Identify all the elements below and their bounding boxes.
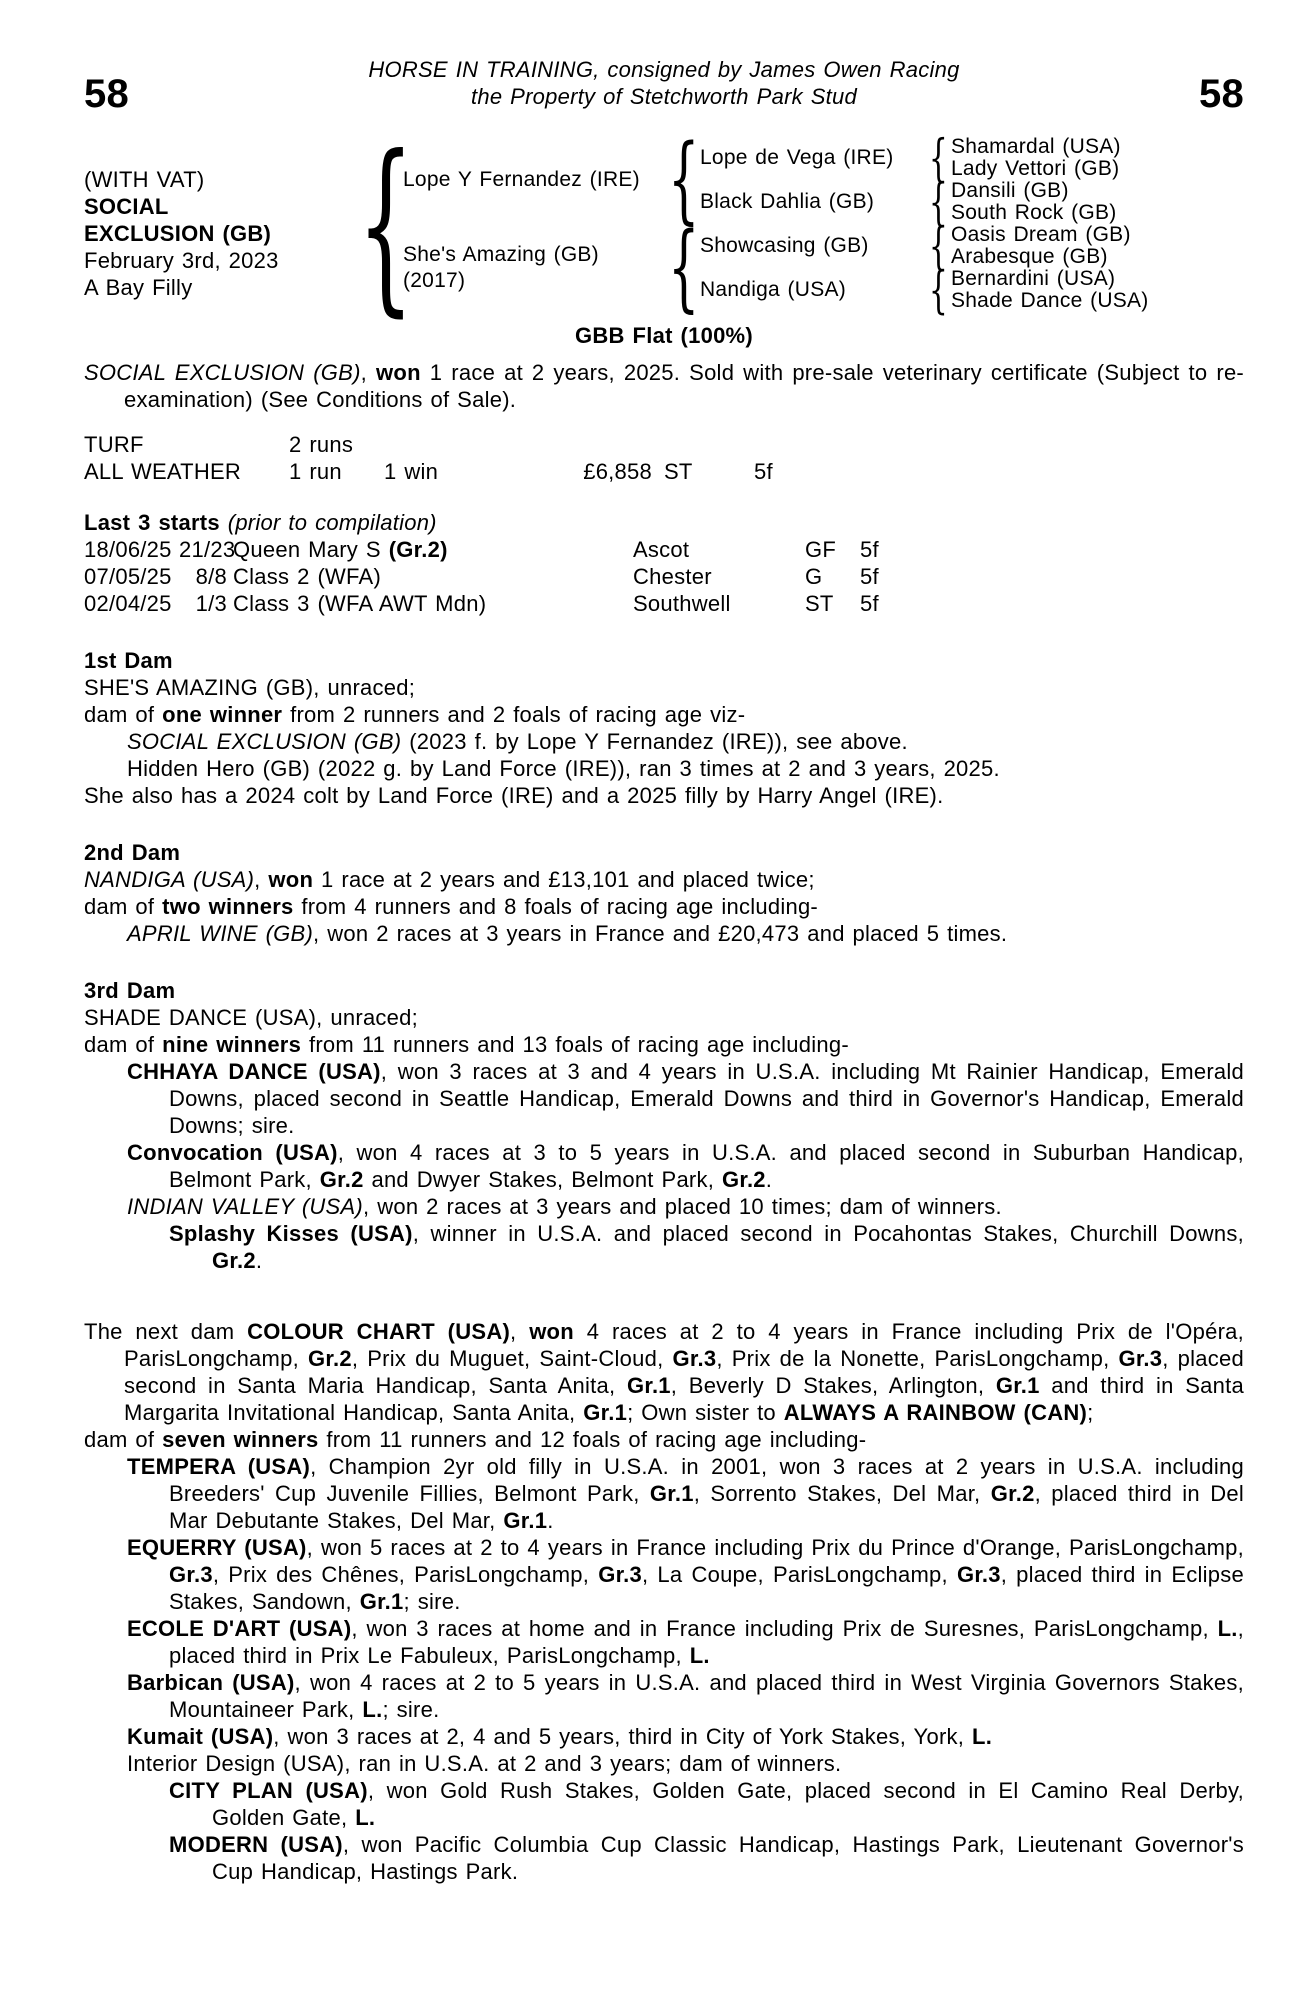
- stats-surface: TURF: [84, 432, 144, 457]
- last-starts-table: [84, 509, 1244, 617]
- next-dam-summary: The next dam COLOUR CHART (USA), won 4 races at 2 to 4 years in France including Prix de l'Opéra, ParisLongchamp, Gr.2, Prix du Muguet, Saint-Cloud, Gr.3, Prix de la Nonette, ParisLongchamp, Gr.3, placed second in Santa Maria Handicap, Santa Anita, Gr.1, Beverly D Stakes, Arlington, Gr.1 and third in Santa Margarita Invitational Handicap, Santa Anita, Gr.1; Own sister to ALWAYS A RAINBOW (CAN);: [84, 1319, 1245, 1425]
- dam-dam-branch: [700, 260, 1244, 320]
- consignor-line: HORSE IN TRAINING, consigned by James Owen Racing: [368, 57, 960, 82]
- dam1-line: She also has a 2024 colt by Land Force (IRE) and a 2025 filly by Harry Angel (IRE).: [84, 783, 944, 808]
- sire-sire-dam-name: Lady Vettori (GB): [951, 157, 1120, 180]
- last-starts-title-note: (prior to compilation): [219, 510, 437, 535]
- next-dam-offspring: TEMPERA (USA), Champion 2yr old filly in U.S.A. in 2001, won 3 races at 2 years in U.S.A. including Breeders' Cup Juvenile Fillies, Belmont Park, Gr.1, Sorrento Stakes, Del Mar, Gr.2, placed third in Del Mar Debutante Stakes, Del Mar, Gr.1.: [127, 1454, 1244, 1533]
- dam3-offspring: CHHAYA DANCE (USA), won 3 races at 3 and 4 years in U.S.A. including Mt Rainier Handicap, Emerald Downs, placed second in Seattle Handicap, Emerald Downs and third in Governor's Handicap, Emerald Downs; sire.: [127, 1059, 1245, 1138]
- start-date: 02/04/25: [84, 591, 172, 616]
- dam2-line: dam of two winners from 4 runners and 8 foals of racing age including-: [84, 894, 819, 919]
- dam2-offspring: APRIL WINE (GB), won 2 races at 3 years in France and £20,473 and placed 5 times.: [127, 921, 1008, 946]
- pedigree-table: [84, 115, 1244, 334]
- next-dam-offspring: Interior Design (USA), ran in U.S.A. at 2 and 3 years; dam of winners.: [127, 1751, 842, 1776]
- stats-going: ST: [664, 459, 693, 484]
- dam3-offspring: INDIAN VALLEY (USA), won 2 races at 3 years and placed 10 times; dam of winners.: [127, 1194, 1002, 1219]
- going: ST: [805, 591, 834, 616]
- stats-row-all-weather: [84, 458, 1244, 485]
- last-start-row: [84, 563, 1244, 590]
- race-name: Class 3 (WFA AWT Mdn): [233, 591, 487, 616]
- header-center: [129, 56, 1199, 110]
- start-date: 07/05/25: [84, 564, 172, 589]
- next-dam-offspring: Kumait (USA), won 3 races at 2, 4 and 5 years, third in City of York Stakes, York, L.: [127, 1724, 993, 1749]
- stats-surface: ALL WEATHER: [84, 459, 242, 484]
- dam-sire-dam-name: Arabesque (GB): [951, 245, 1108, 268]
- race-summary-paragraph: SOCIAL EXCLUSION (GB), won 1 race at 2 years, 2025. Sold with pre-sale veterinary certificate (Subject to re-examination) (See Conditions of Sale).: [84, 360, 1245, 412]
- stats-distance: 5f: [754, 459, 773, 484]
- sire-name: Lope Y Fernandez (IRE): [403, 168, 640, 191]
- dam-sire-name: Showcasing (GB): [700, 234, 869, 257]
- gbb-note: GBB Flat (100%): [575, 323, 753, 348]
- section-heading: 1st Dam: [84, 648, 173, 673]
- sire-dam-dam-name: South Rock (GB): [951, 201, 1117, 224]
- finish-position: 21/23: [179, 537, 236, 562]
- next-dam-offspring: EQUERRY (USA), won 5 races at 2 to 4 years in France including Prix du Prince d'Orange, ParisLongchamp, Gr.3, Prix des Chênes, ParisLongchamp, Gr.3, La Coupe, ParisLongchamp, Gr.3, placed third in Eclipse Stakes, Sandown, Gr.1; sire.: [127, 1535, 1245, 1614]
- horse-description: A Bay Filly: [84, 275, 193, 300]
- dam-sire-branch: [700, 216, 1244, 276]
- section-1st-dam: [84, 647, 1244, 809]
- next-dam-offspring: ECOLE D'ART (USA), won 3 races at home and in France including Prix de Suresnes, ParisLongchamp, L., placed third in Prix Le Fabuleux, ParisLongchamp, L.: [127, 1616, 1244, 1668]
- stats-wins: [384, 431, 564, 458]
- brace-icon: {: [928, 172, 948, 232]
- dam-dam-name: Nandiga (USA): [700, 278, 846, 301]
- dam1-offspring: SOCIAL EXCLUSION (GB) (2023 f. by Lope Y Fernandez (IRE)), see above.: [127, 729, 908, 754]
- sire-sire-name: Lope de Vega (IRE): [700, 146, 894, 169]
- finish-position: 1/3: [195, 591, 227, 616]
- section-heading: 3rd Dam: [84, 978, 176, 1003]
- horse-info: [84, 136, 369, 314]
- race-name: Queen Mary S (Gr.2): [233, 537, 448, 562]
- race-name: Class 2 (WFA): [233, 564, 382, 589]
- stats-runs: 1 run: [289, 459, 342, 484]
- section-3rd-dam: [84, 977, 1244, 1274]
- section-2nd-dam: [84, 839, 1244, 947]
- next-dam-grandoffspring: MODERN (USA), won Pacific Columbia Cup Classic Handicap, Hastings Park, Lieutenant Governor's Cup Handicap, Hastings Park.: [169, 1832, 1244, 1884]
- going: G: [805, 564, 823, 589]
- catalog-header: [84, 56, 1244, 116]
- dam3-line: dam of nine winners from 11 runners and 13 foals of racing age including-: [84, 1032, 849, 1057]
- course-name: Chester: [633, 564, 712, 589]
- next-dam-line: dam of seven winners from 11 runners and 12 foals of racing age including-: [84, 1427, 867, 1452]
- dam-dam-sire-name: Bernardini (USA): [951, 267, 1116, 290]
- dam1-line: dam of one winner from 2 runners and 2 foals of racing age viz-: [84, 702, 746, 727]
- last-start-row: [84, 590, 1244, 617]
- dam3-line: SHADE DANCE (USA), unraced;: [84, 1005, 419, 1030]
- dam-dam-dam-name: Shade Dance (USA): [951, 289, 1149, 312]
- going: GF: [805, 537, 837, 562]
- sire-dam-sire-name: Dansili (GB): [951, 179, 1069, 202]
- last-starts-title: [84, 509, 1244, 536]
- stats-going: [664, 431, 754, 458]
- stats-table: [84, 431, 1244, 485]
- horse-name-line2: EXCLUSION (GB): [84, 221, 272, 246]
- course-name: Southwell: [633, 591, 731, 616]
- finish-position: 8/8: [195, 564, 227, 589]
- brace-icon: {: [928, 216, 948, 276]
- sire-sire-sire-name: Shamardal (USA): [951, 135, 1121, 158]
- foal-date: February 3rd, 2023: [84, 248, 279, 273]
- distance: 5f: [860, 591, 879, 616]
- dam-year: (2017): [403, 269, 466, 292]
- distance: 5f: [860, 564, 879, 589]
- main-brace-icon: {: [357, 115, 415, 334]
- dam-name-block: [403, 242, 668, 294]
- dam2-line: NANDIGA (USA), won 1 race at 2 years and £13,101 and placed twice;: [84, 867, 815, 892]
- section-next-dam: [84, 1318, 1244, 1885]
- lot-number-left: 58: [84, 72, 129, 116]
- next-dam-offspring: Barbican (USA), won 4 races at 2 to 5 years in U.S.A. and placed third in West Virginia Governors Stakes, Mountaineer Park, L.; sire.: [127, 1670, 1244, 1722]
- dam1-line: SHE'S AMAZING (GB), unraced;: [84, 675, 416, 700]
- stats-earnings: [564, 431, 664, 458]
- section-heading: 2nd Dam: [84, 840, 181, 865]
- distance: 5f: [860, 537, 879, 562]
- course-name: Ascot: [633, 537, 690, 562]
- property-line: the Property of Stetchworth Park Stud: [470, 84, 858, 109]
- next-dam-grandoffspring: CITY PLAN (USA), won Gold Rush Stakes, Golden Gate, placed second in El Camino Real Derby, Golden Gate, L.: [169, 1778, 1244, 1830]
- sire-brace-icon: {: [668, 124, 700, 235]
- brace-icon: {: [928, 128, 948, 188]
- stats-wins: 1 win: [384, 459, 439, 484]
- brace-icon: {: [928, 260, 948, 320]
- dam-brace-icon: {: [668, 212, 700, 323]
- stats-distance: [754, 431, 1244, 458]
- stats-earnings: £6,858: [583, 459, 652, 484]
- stats-runs: 2 runs: [289, 432, 354, 457]
- dam-name: She's Amazing (GB): [403, 243, 599, 266]
- horse-name-line1: SOCIAL: [84, 194, 169, 219]
- last-start-row: [84, 536, 1244, 563]
- dam-sire-sire-name: Oasis Dream (GB): [951, 223, 1131, 246]
- pedigree-tree: [403, 124, 1244, 323]
- last-starts-title-text: Last 3 starts: [84, 510, 220, 535]
- dam1-offspring: Hidden Hero (GB) (2022 g. by Land Force (IRE)), ran 3 times at 2 and 3 years, 2025.: [127, 756, 1000, 781]
- sire-sire-branch: [700, 128, 1244, 188]
- start-date: 18/06/25: [84, 537, 172, 562]
- sire-dam-name: Black Dahlia (GB): [700, 190, 875, 213]
- dam3-offspring: Convocation (USA), won 4 races at 3 to 5 years in U.S.A. and placed second in Suburban Handicap, Belmont Park, Gr.2 and Dwyer Stakes, Belmont Park, Gr.2.: [127, 1140, 1244, 1192]
- dam3-grandoffspring: Splashy Kisses (USA), winner in U.S.A. and placed second in Pocahontas Stakes, Churchill Downs, Gr.2.: [169, 1221, 1245, 1273]
- stats-row-turf: [84, 431, 1244, 458]
- lot-number-right: 58: [1199, 72, 1244, 116]
- vat-note: (WITH VAT): [84, 167, 205, 192]
- sire-dam-branch: [700, 172, 1244, 232]
